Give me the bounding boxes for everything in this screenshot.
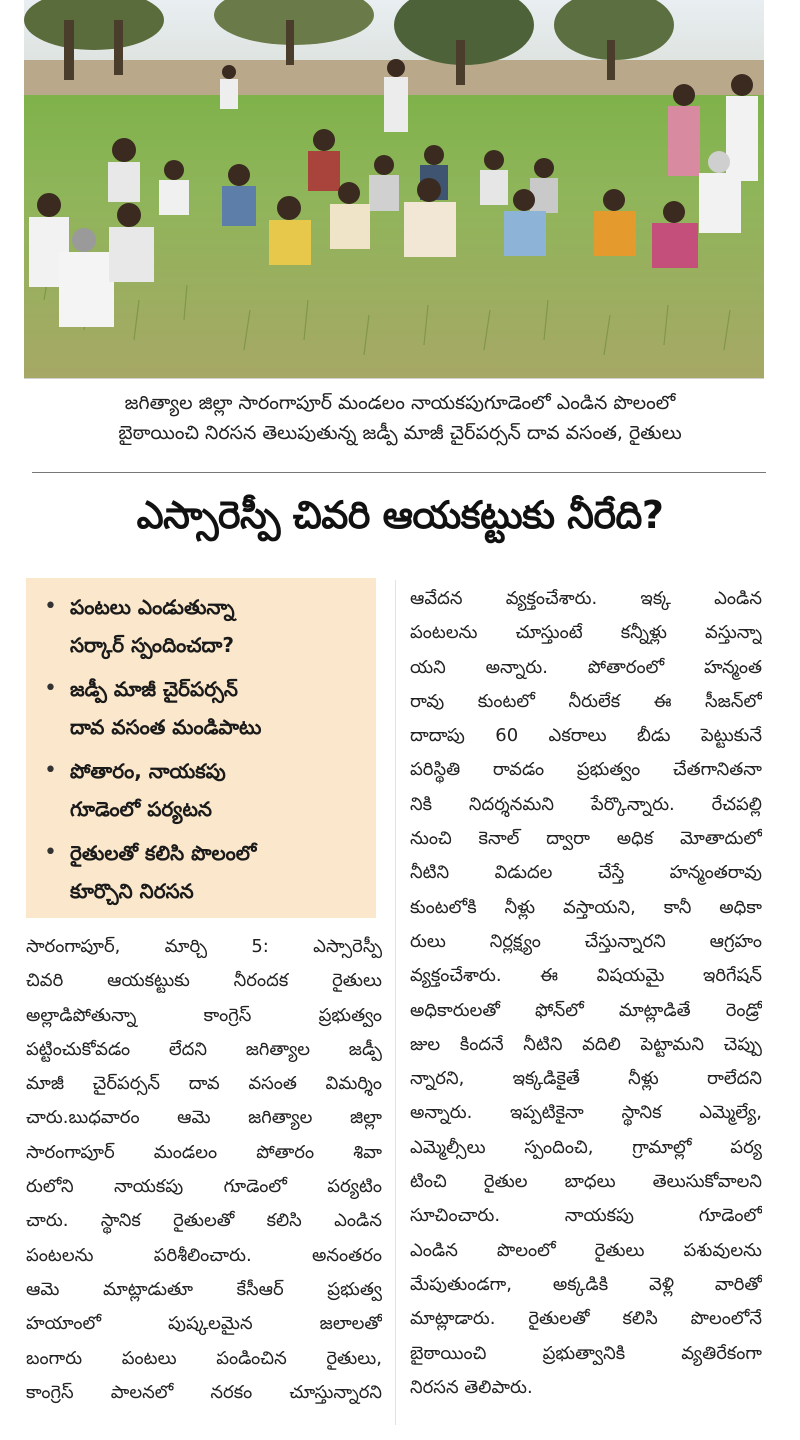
body-line: పట్టించుకోవడం లేదని జగిత్యాల జడ్పీ [26, 1038, 382, 1060]
body-line: చివరి ఆయకట్టుకు నీరందక రైతులు [26, 970, 382, 992]
body-line: టించి రైతుల బాధలు తెలుసుకోవాలని [410, 1171, 762, 1193]
body-line: చారు.బుధవారం ఆమె జగిత్యాల జిల్లా [26, 1107, 382, 1129]
article-body-left [26, 930, 382, 1410]
body-line: బైఠాయించి ప్రభుత్వానికి వ్యతిరేకంగా [410, 1342, 762, 1364]
body-line: కుంటలోకి నీళ్లు వస్తాయని, కానీ అధికా [410, 896, 762, 918]
headline: ఎస్సారెస్పీ చివరి ఆయకట్టుకు నీరేది? [136, 493, 664, 537]
body-line: ఆమె మాట్లాడుతూ కేసీఆర్ ప్రభుత్వ [26, 1278, 382, 1300]
body-line: మాట్లాడారు. రైతులతో కలిసి పొలంలోనే [410, 1308, 762, 1330]
body-line: వ్యక్తంచేశారు. ఈ విషయమై ఇరిగేషన్ [410, 965, 762, 987]
body-line: సూచించారు. నాయకపు గూడెంలో [410, 1205, 762, 1227]
highlight-line: జడ్పీ మాజీ చైర్‌పర్సన్ [70, 677, 238, 701]
body-line: అన్నారు. ఇప్పటికైనా స్థానిక ఎమ్మెల్యే, [410, 1102, 762, 1124]
bullet-icon: • [44, 676, 57, 701]
body-line: అల్లాడిపోతున్నా కాంగ్రెస్ ప్రభుత్వం [26, 1004, 382, 1026]
highlight-item [44, 752, 366, 828]
body-line: రులోని నాయకపు గూడెంలో పర్యటిం [26, 1176, 382, 1198]
column-divider [395, 580, 396, 1425]
body-line: సారంగాపూర్ మండలం పోతారం శివా [26, 1141, 382, 1163]
body-line: ఎమ్మెల్సీలు స్పందించి, గ్రామాల్లో పర్య [410, 1136, 762, 1158]
bullet-icon: • [44, 594, 57, 619]
body-line: హయాంలో పుష్కలమైన జలాలతో [26, 1313, 382, 1335]
bullet-icon: • [44, 758, 57, 783]
photo-caption [20, 388, 780, 448]
body-line: సారంగాపూర్, మార్చి 5: ఎస్సారెస్పీ [26, 936, 382, 957]
highlight-line: గూడెంలో పర్యటన [70, 797, 212, 821]
body-line: నిరసన తెలిపారు. [410, 1376, 533, 1398]
body-line: నికి నిదర్శనమని పేర్కొన్నారు. రేచపల్లి [410, 793, 762, 815]
body-line: జుల కిందనే నీటిని వదిలి పెట్టామని చెప్పు [410, 1033, 762, 1055]
highlight-line: రైతులతో కలిసి పొలంలో [70, 841, 257, 865]
body-line: ఆవేదన వ్యక్తంచేశారు. ఇక్క ఎండిన [410, 588, 762, 609]
body-line: న్నారని, ఇక్కడికైతే నీళ్లు రాలేదని [410, 1068, 762, 1090]
caption-divider [32, 472, 766, 473]
photo-farmers-field-icon [24, 0, 764, 378]
body-line: బంగారు పంటలు పండించిన రైతులు, [26, 1347, 382, 1369]
body-line: పంటలను పరిశీలించారు. అనంతరం [26, 1244, 382, 1266]
body-line: దాదాపు 60 ఎకరాలు బీడు పెట్టుకునే [410, 725, 762, 747]
highlight-line: దావ వసంత మండిపాటు [70, 715, 262, 739]
body-line: చారు. స్థానిక రైతులతో కలిసి ఎండిన [26, 1210, 382, 1232]
highlights-box [26, 578, 376, 918]
bullet-icon: • [44, 840, 57, 865]
highlight-line: కూర్చొని నిరసన [70, 879, 194, 903]
highlight-item [44, 834, 366, 910]
body-line: యని అన్నారు. పోతారంలో హన్మంత [410, 656, 762, 678]
body-line: రులు నిర్లక్ష్యం చేస్తున్నారని ఆగ్రహం [410, 930, 762, 952]
highlight-line: సర్కార్ స్పందించదా? [70, 633, 234, 657]
highlight-item [44, 588, 366, 664]
body-line: ఎండిన పొలంలో రైతులు పశువులను [410, 1239, 762, 1261]
body-line: మాజీ చైర్‌పర్సన్ దావ వసంత విమర్శిం [26, 1073, 382, 1095]
body-line: నుంచి కెనాల్ ద్వారా అధిక మోతాదులో [410, 828, 762, 850]
body-line: కాంగ్రెస్ పాలనలో నరకం చూస్తున్నారని [26, 1381, 382, 1403]
body-line: పరిస్థితి రావడం ప్రభుత్వం చేతగానితనా [410, 759, 762, 781]
news-photo [24, 0, 764, 379]
article-body-right [410, 582, 762, 1405]
highlight-line: పోతారం, నాయకపు [70, 759, 226, 783]
caption-line-2: బైఠాయించి నిరసన తెలుపుతున్న జడ్పీ మాజీ చైర్‌పర్సన్ దావ వసంత, రైతులు [118, 422, 682, 444]
highlight-line: పంటలు ఎండుతున్నా [70, 595, 235, 619]
body-line: అధికారులతో ఫోన్‌లో మాట్లాడితే రెండ్రో [410, 999, 762, 1021]
body-line: పంటలను చూస్తుంటే కన్నీళ్లు వస్తున్నా [410, 622, 762, 644]
caption-line-1: జగిత్యాల జిల్లా సారంగాపూర్ మండలం నాయకపుగూడెంలో ఎండిన పొలంలో [124, 392, 676, 414]
highlight-item [44, 670, 366, 746]
body-line: నీటిని విడుదల చేస్తే హన్మంతరావు [410, 862, 762, 884]
body-line: మేపుతుండగా, అక్కడికి వెళ్లి వారితో [410, 1273, 762, 1295]
body-line: రావు కుంటలో నీరులేక ఈ సీజన్‌లో [410, 690, 762, 712]
